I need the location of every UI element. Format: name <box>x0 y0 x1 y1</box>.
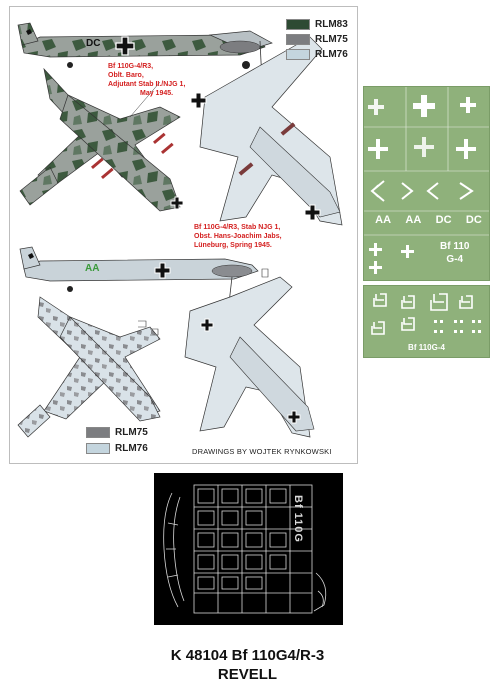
small-cross-masks <box>364 87 489 280</box>
color-swatch <box>86 427 110 438</box>
profile-drawings-panel <box>9 6 358 464</box>
color-swatch <box>286 49 310 60</box>
code-letter-mask: AA <box>375 214 392 226</box>
drawing-credit: DRAWINGS BY WOJTEK RYNKOWSKI <box>192 447 332 456</box>
aircraft-2-codes: AA <box>85 263 100 274</box>
color-key-label: RLM76 <box>315 49 348 60</box>
color-key-label: RLM75 <box>315 34 348 45</box>
code-letter-mask: DC <box>435 214 452 226</box>
insignia-mask-sheet <box>363 86 490 281</box>
aircraft-1-codes: DC <box>86 38 101 49</box>
color-key-item <box>86 443 148 454</box>
aircraft-2-top-view <box>18 297 160 437</box>
aircraft-2-caption: Bf 110G-4/R3, Stab NJG 1, Obst. Hans-Joachim Jabs, Lüneburg, Spring 1945. <box>194 224 282 249</box>
color-key-label: RLM75 <box>115 427 148 438</box>
type-designation-mask: Bf 110 G-4 <box>440 241 470 265</box>
color-key-item <box>286 19 348 30</box>
color-key-item <box>286 49 348 60</box>
color-swatch <box>86 443 110 454</box>
color-key-item <box>86 427 148 438</box>
swastika-mask-sheet <box>363 285 490 358</box>
manufacturer-label: REVELL <box>217 666 278 683</box>
color-swatch <box>286 34 310 45</box>
color-key-item <box>286 34 348 45</box>
sheet-designation: Bf 110G-4 <box>408 343 445 352</box>
code-letter-mask: DC <box>465 214 482 226</box>
aircraft-1-caption: Bf 110G-4/R3, Oblt. Baro, Adjutant Stab II./NJG 1, May 1945. <box>108 63 186 97</box>
color-swatch <box>286 19 310 30</box>
canopy-frame-masks <box>154 473 343 625</box>
aircraft-2-under-view <box>185 269 314 437</box>
product-code-title: K 48104 Bf 110G4/R-3 <box>170 647 325 664</box>
mask-set-label: Bf 110G <box>292 495 304 543</box>
code-letter-mask: AA <box>405 214 422 226</box>
canopy-mask-sheet <box>154 473 343 625</box>
color-key-label: RLM76 <box>115 443 148 454</box>
color-key-label: RLM83 <box>315 19 348 30</box>
aircraft-1-under-view <box>191 37 342 225</box>
